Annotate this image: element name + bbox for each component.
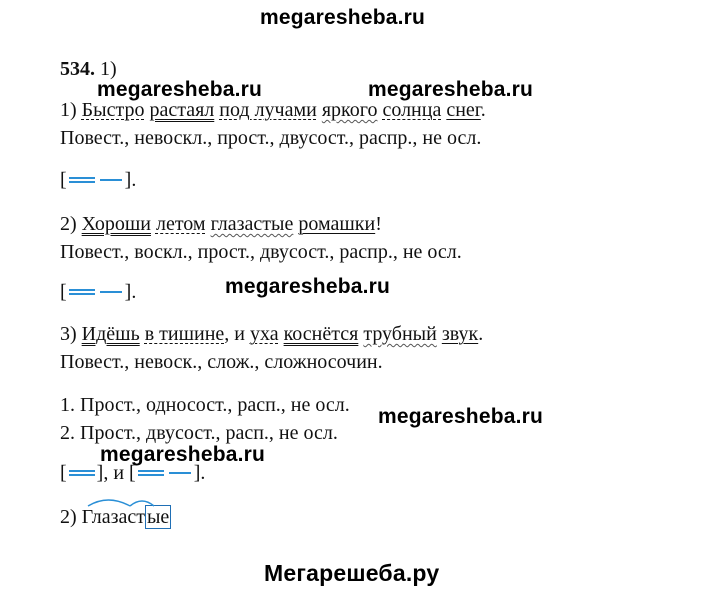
attribute: яркого bbox=[321, 99, 378, 121]
sentence-3-part-1: 1. Прост., односост., расп., не осл. bbox=[60, 394, 350, 416]
watermark-4: megaresheba.ru bbox=[378, 405, 544, 428]
object: солнца bbox=[382, 99, 442, 121]
task-header bbox=[60, 57, 117, 81]
predicate: коснётся bbox=[283, 323, 359, 345]
sentence-2 bbox=[60, 212, 382, 236]
bracket-close: ]. bbox=[193, 462, 206, 484]
subject-mark bbox=[100, 179, 122, 181]
predicate: Идёшь bbox=[81, 323, 140, 345]
watermark-top: megaresheba.ru bbox=[260, 6, 426, 29]
sentence-index: 2) bbox=[60, 213, 77, 235]
morphemic-analysis bbox=[60, 505, 171, 529]
adverbial: под лучами bbox=[219, 99, 317, 121]
subject-mark bbox=[100, 291, 122, 293]
object: уха bbox=[249, 323, 279, 345]
watermark-1: megaresheba.ru bbox=[97, 78, 263, 101]
punct: . bbox=[478, 323, 484, 345]
conjunction: , и bbox=[224, 323, 245, 345]
subject: звук bbox=[441, 323, 479, 345]
task-number: 534. bbox=[60, 58, 95, 80]
task-part: 1) bbox=[100, 58, 117, 80]
predicate-mark bbox=[138, 470, 164, 476]
adverbial: в тишине bbox=[144, 323, 225, 345]
sentence-1 bbox=[60, 98, 486, 122]
bracket-open: [ bbox=[60, 169, 67, 191]
sentence-3 bbox=[60, 322, 483, 346]
predicate: растаял bbox=[149, 99, 215, 121]
sentence-1-scheme bbox=[60, 168, 136, 192]
watermark-2: megaresheba.ru bbox=[368, 78, 534, 101]
bracket-join: ], и [ bbox=[96, 462, 136, 484]
watermark-3: megaresheba.ru bbox=[225, 275, 391, 298]
sentence-index: 1) bbox=[60, 99, 77, 121]
punct: ! bbox=[375, 213, 382, 235]
sentence-3-part-2: 2. Прост., двусост., расп., не осл. bbox=[60, 422, 338, 444]
predicate-mark bbox=[69, 470, 95, 476]
watermark-5: megaresheba.ru bbox=[100, 443, 266, 466]
sentence-index: 3) bbox=[60, 323, 77, 345]
sentence-1-analysis: Повест., невоскл., прост., двусост., распр., не осл. bbox=[60, 127, 482, 149]
punct: . bbox=[480, 99, 486, 121]
sentence-2-analysis: Повест., воскл., прост., двусост., распр., не осл. bbox=[60, 241, 462, 263]
predicate: Хороши bbox=[81, 213, 151, 235]
word-stem: Глазаст bbox=[81, 506, 145, 528]
subject: снег bbox=[446, 99, 481, 121]
bracket-close: ]. bbox=[124, 169, 137, 191]
sentence-3-analysis: Повест., невоск., слож., сложносочин. bbox=[60, 351, 383, 373]
morphemic-index: 2) bbox=[60, 506, 77, 528]
bracket-open: [ bbox=[60, 462, 67, 484]
predicate-mark bbox=[69, 289, 95, 295]
morpheme-arcs-icon bbox=[84, 494, 164, 508]
adverbial: Быстро bbox=[81, 99, 145, 121]
bracket-open: [ bbox=[60, 281, 67, 303]
sentence-3-scheme bbox=[60, 461, 205, 485]
watermark-bottom: Мегарешеба.ру bbox=[264, 560, 440, 586]
subject-mark bbox=[169, 472, 191, 474]
attribute: трубный bbox=[363, 323, 437, 345]
bracket-close: ]. bbox=[124, 281, 137, 303]
subject: ромашки bbox=[298, 213, 376, 235]
ending-box: ые bbox=[146, 506, 170, 528]
adverbial: летом bbox=[155, 213, 206, 235]
sentence-2-scheme bbox=[60, 280, 136, 304]
attribute: глазастые bbox=[210, 213, 294, 235]
predicate-mark bbox=[69, 177, 95, 183]
